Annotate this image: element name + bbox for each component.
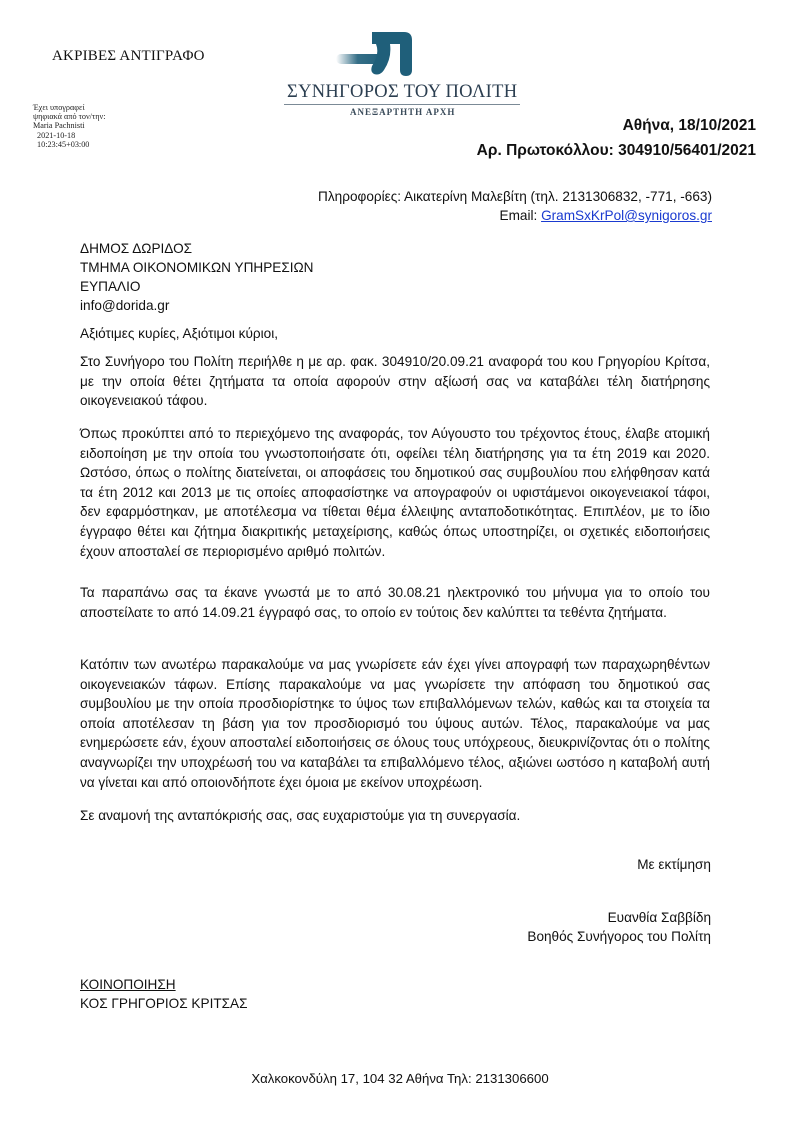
body-paragraph: Τα παραπάνω σας τα έκανε γνωστά με το από 30.08.21 ηλεκτρονικό του μήνυμα για το οποίο του αποστείλατε το από 14.09.21 έγγραφό σας, το οποίο εν τούτοις δεν καλύπτει τα τεθέντα ζητήματα. xyxy=(80,585,710,620)
recipient-line: ΕΥΠΑΛΙΟ xyxy=(80,279,141,294)
protocol-number: Αρ. Πρωτοκόλλου: 304910/56401/2021 xyxy=(476,142,756,159)
signature-time: 10:23:45+03:00 xyxy=(37,139,90,149)
logo-name: ΣΥΝΗΓΟΡΟΣ ΤΟΥ ΠΟΛΙΤΗ xyxy=(287,82,518,102)
contact-info xyxy=(318,187,712,225)
logo-mark-icon xyxy=(284,24,520,84)
email-label: Email: xyxy=(499,208,542,223)
signer-name: Ευανθία Σαββίδη xyxy=(607,910,711,925)
body-paragraph: Κατόπιν των ανωτέρω παρακαλούμε να μας γνωρίσετε εάν έχει γίνει απογραφή των παραχωρηθέντων οικογενειακών τάφων. Επίσης παρακαλούμε να μας γνωρίσετε την απόφαση του δημοτικού σας συμβουλίου με την οποία προσδιορίστηκε το ύψος των επιβαλλόμενων τελών, καθώς και τα στοιχεία τα οποία αποτέλεσαν τη βάση για τον προσδιορισμό του ύψους αυτών. Τέλος, παρακαλούμε να μας ενημερώσετε εάν, έχουν αποσταλεί ειδοποιήσεις σε όλους τους υπόχρεους, διευκρινίζοντας ότι ο πολίτης αναγνωρίζει την υποχρέωσή του να καταβάλει τα επιβαλλόμενο τέλος, αξιώνει ωστόσο η καταβολή αυτή να γίνεται και από οποιονδήποτε έχει όμοια με εκείνον υποχρέωση. xyxy=(80,657,710,790)
cc-heading: ΚΟΙΝΟΠΟΙΗΣΗ xyxy=(80,977,176,992)
footer-address: Χαλκοκονδύλη 17, 104 32 Αθήνα Τηλ: 2131306600 xyxy=(251,1071,549,1086)
info-line: Πληροφορίες: Αικατερίνη Μαλεβίτη (τηλ. 2131306832, -771, -663) xyxy=(318,189,712,204)
cc-block xyxy=(80,975,248,1013)
digital-signature-block xyxy=(33,103,106,149)
logo-divider xyxy=(284,104,520,105)
signature-signer: Maria Pachnisti xyxy=(33,121,85,131)
signature-line: Έχει υπογραφεί xyxy=(33,103,85,112)
body-paragraph: Σε αναμονή της ανταπόκρισής σας, σας ευχαριστούμε για τη συνεργασία. xyxy=(80,808,521,823)
recipient-email: info@dorida.gr xyxy=(80,298,170,313)
letter-date: Αθήνα, 18/10/2021 xyxy=(622,117,756,134)
closing: Με εκτίμηση xyxy=(637,857,711,872)
signer-block xyxy=(527,908,711,946)
logo-subtitle: ΑΝΕΞΑΡΤΗΤΗ ΑΡΧΗ xyxy=(350,107,456,117)
certified-copy-stamp: ΑΚΡΙΒΕΣ ΑΝΤΙΓΡΑΦΟ xyxy=(52,48,205,64)
signer-title: Βοηθός Συνήγορος του Πολίτη xyxy=(527,929,711,944)
body-paragraph: Στο Συνήγορο του Πολίτη περιήλθε η με αρ. φακ. 304910/20.09.21 αναφορά του κου Γρηγορίου Κρίτσα, με την οποία θέτει ζητήματα τα οποία αφορούν στην αξίωσή σας να καταβάλει τέλη διατήρησης οικογενειακού τάφου. xyxy=(80,354,710,409)
body-paragraph: Όπως προκύπτει από το περιεχόμενο της αναφοράς, τον Αύγουστο του τρέχοντος έτους, έλαβε ατομική ειδοποίηση με την οποία του γνωστοποιήσατε ότι, οφείλει τέλη διατήρησης για τα έτη 2019 και 2020. Ωστόσο, όπως ο πολίτης διατείνεται, οι αποφάσεις του δημοτικού σας συμβουλίου που ελήφθησαν κατά τα έτη 2012 και 2013 με τις οποίες αποφασίστηκε να απογραφούν οι υφιστάμενοι οικογενειακοί τάφοι, δεν εφαρμόστηκαν, με αποτέλεσμα να τίθεται θέμα έλλειψης ανταποδοτικότητας. Επιπλέον, με το ίδιο έγγραφο θέτει και ζήτημα διακριτικής μεταχείρισης, καθώς όπως υποστηρίζει, οι σχετικές ειδοποιήσεις έχουν αποσταλεί σε περιορισμένο αριθμό πολιτών. xyxy=(80,426,710,559)
ombudsman-logo xyxy=(284,24,520,120)
recipient-line: ΔΗΜΟΣ ΔΩΡΙΔΟΣ xyxy=(80,241,193,256)
email-link[interactable]: GramSxKrPol@synigoros.gr xyxy=(541,208,712,223)
signature-date: 2021-10-18 xyxy=(37,130,76,140)
cc-recipient: ΚΟΣ ΓΡΗΓΟΡΙΟΣ ΚΡΙΤΣΑΣ xyxy=(80,996,248,1011)
greeting: Αξιότιμες κυρίες, Αξιότιμοι κύριοι, xyxy=(80,326,279,341)
recipient-address xyxy=(80,239,314,315)
recipient-line: ΤΜΗΜΑ ΟΙΚΟΝΟΜΙΚΩΝ ΥΠΗΡΕΣΙΩΝ xyxy=(80,260,314,275)
email-line xyxy=(318,206,712,225)
signature-line: ψηφιακά από τον/την: xyxy=(33,112,106,122)
